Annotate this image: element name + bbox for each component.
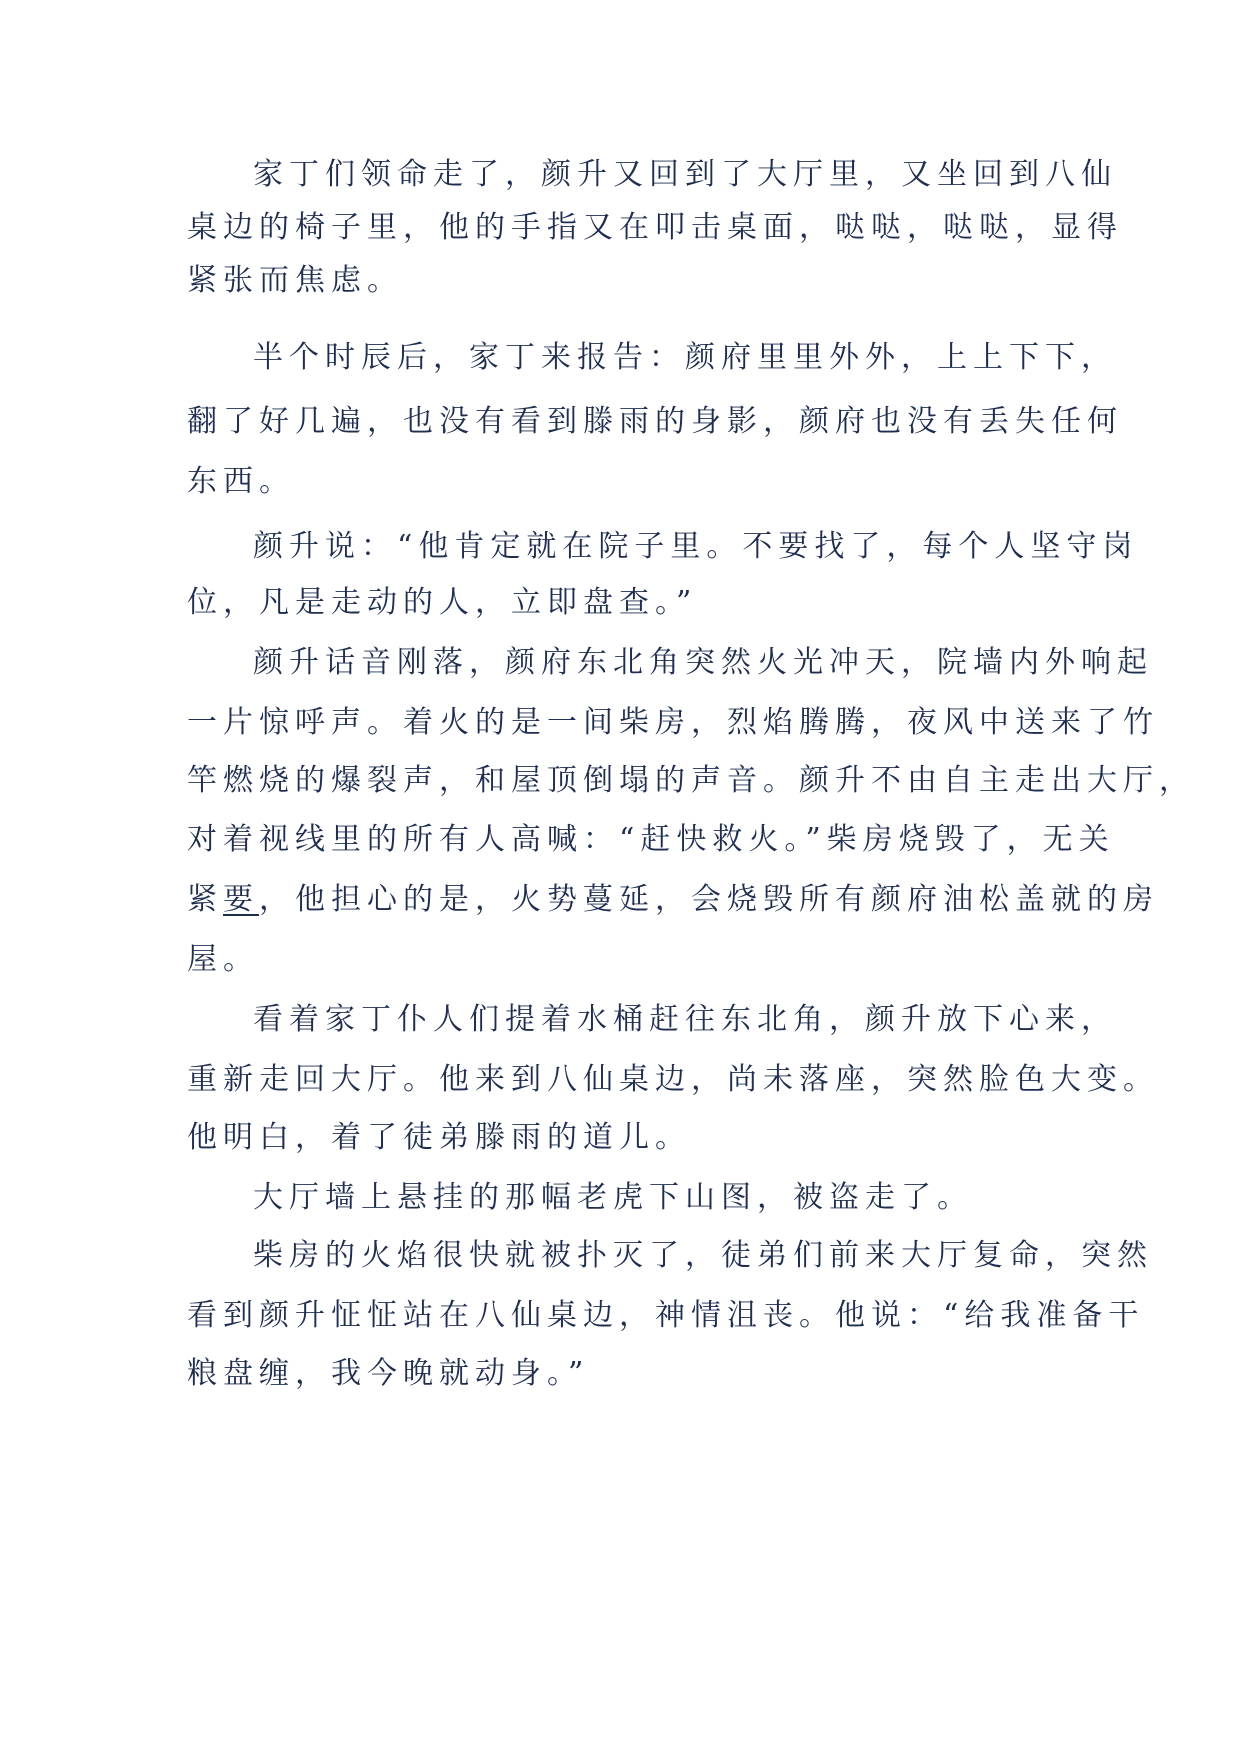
text-line: 重新走回大厅。他来到八仙桌边，尚未落座，突然脸色大变。 xyxy=(187,1062,1159,1097)
text-line: 翻了好几遍，也没有看到滕雨的身影，颜府也没有丢失任何 xyxy=(187,404,1123,439)
text-line: 竿燃烧的爆裂声，和屋顶倒塌的声音。颜升不由自主走出大厅， xyxy=(187,763,1195,798)
text-line: 家丁们领命走了，颜升又回到了大厅里，又坐回到八仙 xyxy=(253,157,1117,192)
text-run: ，他担心的是，火势蔓延，会烧毁所有颜府油松盖就的房 xyxy=(259,882,1159,917)
text-line: 看到颜升怔怔站在八仙桌边，神情沮丧。他说：“给我准备干 xyxy=(187,1298,1145,1333)
text-line: 柴房的火焰很快就被扑灭了，徒弟们前来大厅复命，突然 xyxy=(253,1238,1153,1273)
text-run: 紧 xyxy=(187,882,223,917)
text-line: 位，凡是走动的人，立即盘查。” xyxy=(187,585,698,620)
text-line: 半个时辰后，家丁来报告：颜府里里外外，上上下下， xyxy=(253,340,1117,375)
text-line: 对着视线里的所有人高喊：“赶快救火。”柴房烧毁了，无关 xyxy=(187,822,1115,857)
text-line: 屋。 xyxy=(187,942,259,977)
document-page xyxy=(187,155,1195,1705)
text-line: 颜升说：“他肯定就在院子里。不要找了，每个人坚守岗 xyxy=(253,529,1139,564)
text-line: 大厅墙上悬挂的那幅老虎下山图，被盗走了。 xyxy=(253,1180,973,1215)
text-line: 看着家丁仆人们提着水桶赶往东北角，颜升放下心来， xyxy=(253,1002,1117,1037)
text-line: 他明白，着了徒弟滕雨的道儿。 xyxy=(187,1120,691,1155)
text-line: 桌边的椅子里，他的手指又在叩击桌面，哒哒，哒哒，显得 xyxy=(187,210,1123,245)
underlined-word: 要 xyxy=(223,882,259,917)
text-line xyxy=(187,880,1159,920)
text-line: 一片惊呼声。着火的是一间柴房，烈焰腾腾，夜风中送来了竹 xyxy=(187,705,1159,740)
text-line: 粮盘缠，我今晚就动身。” xyxy=(187,1356,590,1391)
text-line: 东西。 xyxy=(187,464,295,499)
text-line: 紧张而焦虑。 xyxy=(187,263,403,298)
text-line: 颜升话音刚落，颜府东北角突然火光冲天，院墙内外响起 xyxy=(253,645,1153,680)
